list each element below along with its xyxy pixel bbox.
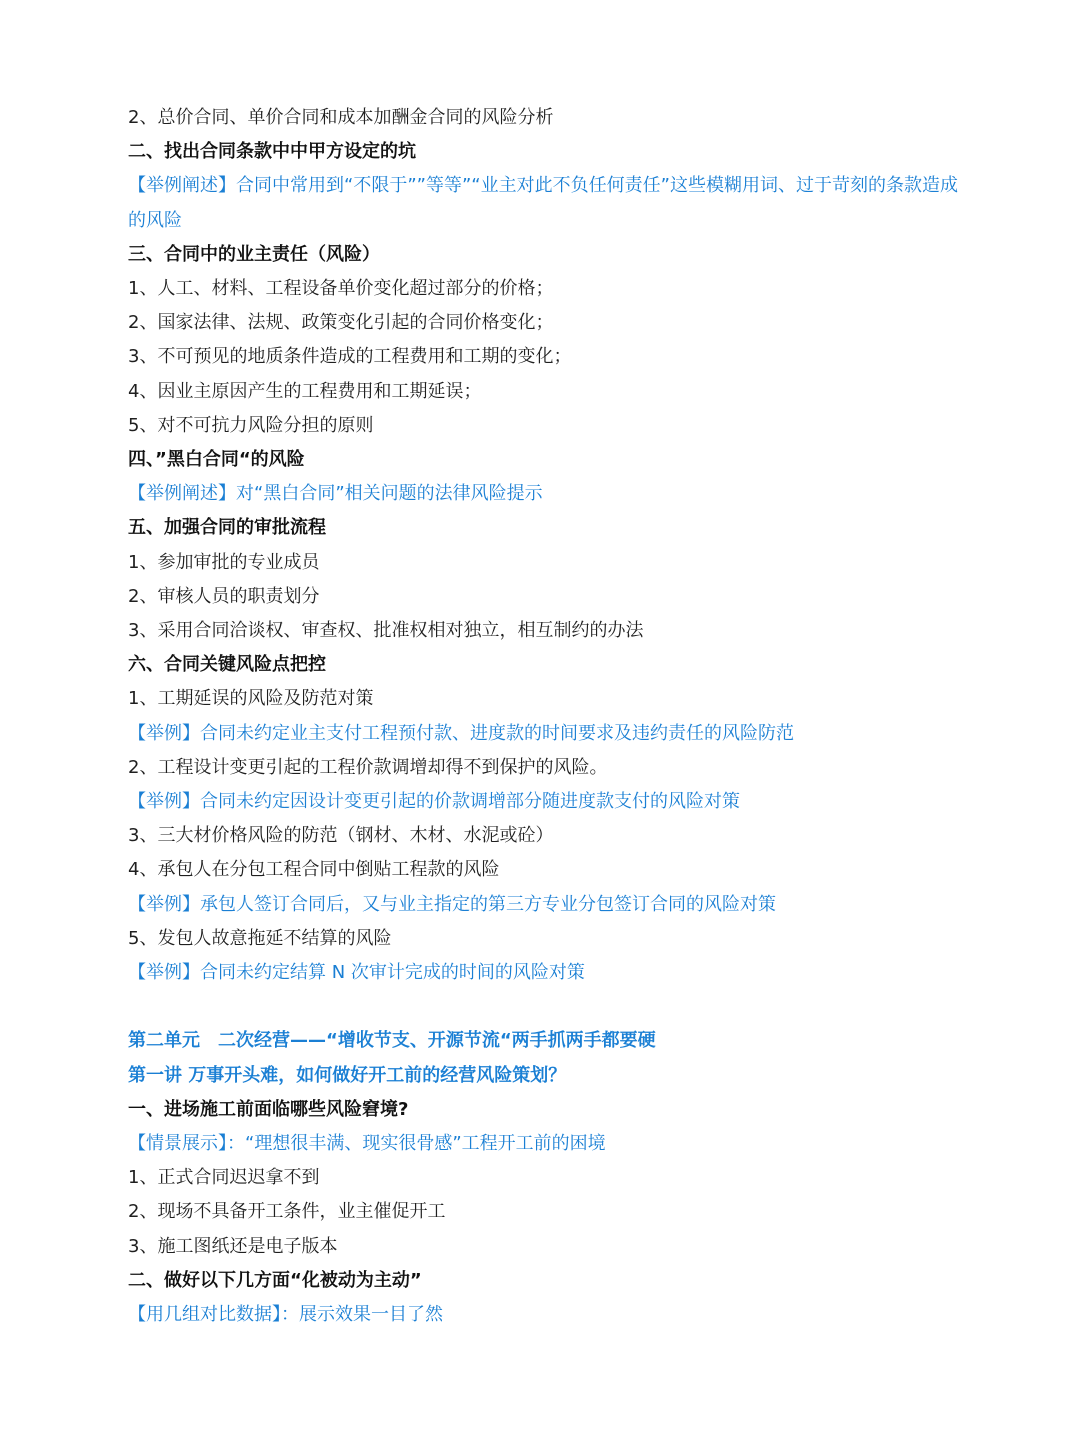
body-text-line: 2、现场不具备开工条件，业主催促开工 [128,1201,446,1223]
example-note: 【举例阐述】对“黑白合同”相关问题的法律风险提示 [128,483,543,505]
body-text-line: 5、发包人故意拖延不结算的风险 [128,927,392,949]
body-text-line: 1、正式合同迟迟拿不到 [128,1167,320,1189]
example-note: 【举例阐述】合同中常用到“不限于””等等”“业主对此不负任何责任”这些模糊用词、过于苛刻的条款造成的风险 [128,175,958,231]
section-heading: 六、合同关键风险点把控 [128,654,326,676]
section-heading: 四、”黑白合同“的风险 [128,449,305,471]
example-note: 【举例】合同未约定结算 N 次审计完成的时间的风险对策 [128,962,585,984]
section-heading: 二、找出合同条款中中甲方设定的坑 [128,141,416,163]
body-text-line: 3、三大材价格风险的防范（钢材、木材、水泥或砼） [128,825,554,847]
body-text-line: 5、对不可抗力风险分担的原则 [128,414,374,436]
body-text-line: 2、国家法律、法规、政策变化引起的合同价格变化； [128,312,554,334]
document-page [128,101,968,1332]
body-text-line: 4、承包人在分包工程合同中倒贴工程款的风险 [128,859,500,881]
body-text-line: 3、施工图纸还是电子版本 [128,1235,338,1257]
section-heading: 五、加强合同的审批流程 [128,517,326,539]
body-text-line: 3、采用合同洽谈权、审查权、批准权相对独立，相互制约的办法 [128,620,644,642]
section-heading: 三、合同中的业主责任（风险） [128,243,380,265]
body-text-line: 2、工程设计变更引起的工程价款调增却得不到保护的风险。 [128,756,608,778]
unit-heading: 第一讲 万事开头难，如何做好开工前的经营风险策划？ [128,1064,567,1086]
blank-line [128,990,968,1024]
body-text-line: 1、参加审批的专业成员 [128,551,320,573]
example-note: 【用几组对比数据】：展示效果一目了然 [128,1304,443,1326]
body-text-line: 1、工期延误的风险及防范对策 [128,688,374,710]
example-note: 【举例】合同未约定因设计变更引起的价款调增部分随进度款支付的风险对策 [128,791,740,813]
example-note: 【举例】承包人签订合同后，又与业主指定的第三方专业分包签订合同的风险对策 [128,893,776,915]
section-heading: 二、做好以下几方面“化被动为主动” [128,1269,422,1291]
example-note: 【情景展示】：“理想很丰满、现实很骨感”工程开工前的困境 [128,1133,606,1155]
body-text-line: 2、总价合同、单价合同和成本加酬金合同的风险分析 [128,107,554,128]
body-text-line: 3、不可预见的地质条件造成的工程费用和工期的变化； [128,346,572,368]
body-text-line: 4、因业主原因产生的工程费用和工期延误； [128,380,482,402]
example-note: 【举例】合同未约定业主支付工程预付款、进度款的时间要求及违约责任的风险防范 [128,722,794,744]
body-text-line: 2、审核人员的职责划分 [128,585,320,607]
body-text-line: 1、人工、材料、工程设备单价变化超过部分的价格； [128,278,554,300]
unit-heading: 第二单元 二次经营——“增收节支、开源节流“两手抓两手都要硬 [128,1030,656,1052]
section-heading: 一、进场施工前面临哪些风险窘境? [128,1098,409,1120]
